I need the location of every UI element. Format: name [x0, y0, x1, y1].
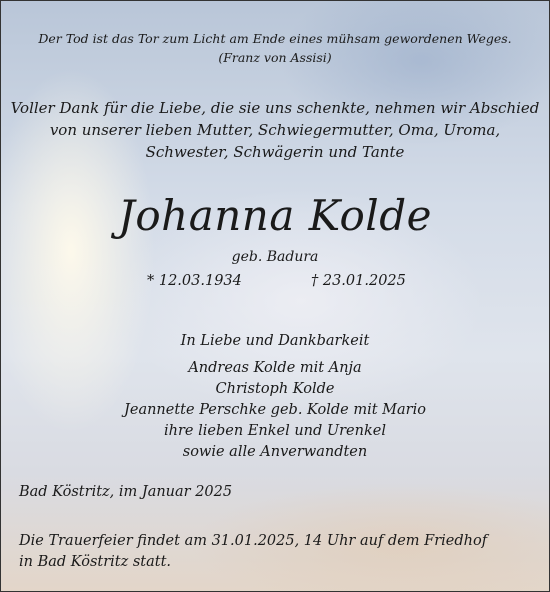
- quote: [1, 29, 549, 67]
- mourner-name: Christoph Kolde: [215, 381, 335, 397]
- mourner-name: Andreas Kolde mit Anja: [188, 360, 362, 376]
- mourners: [1, 331, 549, 463]
- birth-name: geb. Badura: [231, 249, 319, 265]
- funeral-line: Die Trauerfeier findet am 31.01.2025, 14 Uhr auf dem Friedhof: [19, 533, 488, 549]
- deceased-name: Johanna Kolde: [118, 191, 432, 240]
- death-date: † 23.01.2025: [311, 273, 406, 289]
- intro-line: Voller Dank für die Liebe, die sie uns schenkte, nehmen wir Abschied: [10, 99, 540, 117]
- funeral-line: in Bad Köstritz statt.: [19, 554, 172, 570]
- intro-line: Schwester, Schwägerin und Tante: [145, 143, 405, 161]
- intro-line: von unserer lieben Mutter, Schwiegermutter, Oma, Uroma,: [49, 121, 501, 139]
- mourner-name: ihre lieben Enkel und Urenkel: [164, 423, 386, 439]
- intro-text: [1, 97, 549, 163]
- mourner-name: Jeannette Perschke geb. Kolde mit Mario: [124, 402, 426, 418]
- quote-author: (Franz von Assisi): [218, 50, 332, 65]
- funeral-info: [19, 531, 519, 573]
- birth-date: * 12.03.1934: [147, 273, 242, 289]
- mourners-heading: In Liebe und Dankbarkeit: [180, 333, 370, 349]
- mourner-name: sowie alle Anverwandten: [182, 444, 368, 460]
- place-and-date: Bad Köstritz, im Januar 2025: [19, 484, 233, 500]
- quote-text: Der Tod ist das Tor zum Licht am Ende eines mühsam gewordenen Weges.: [38, 31, 512, 46]
